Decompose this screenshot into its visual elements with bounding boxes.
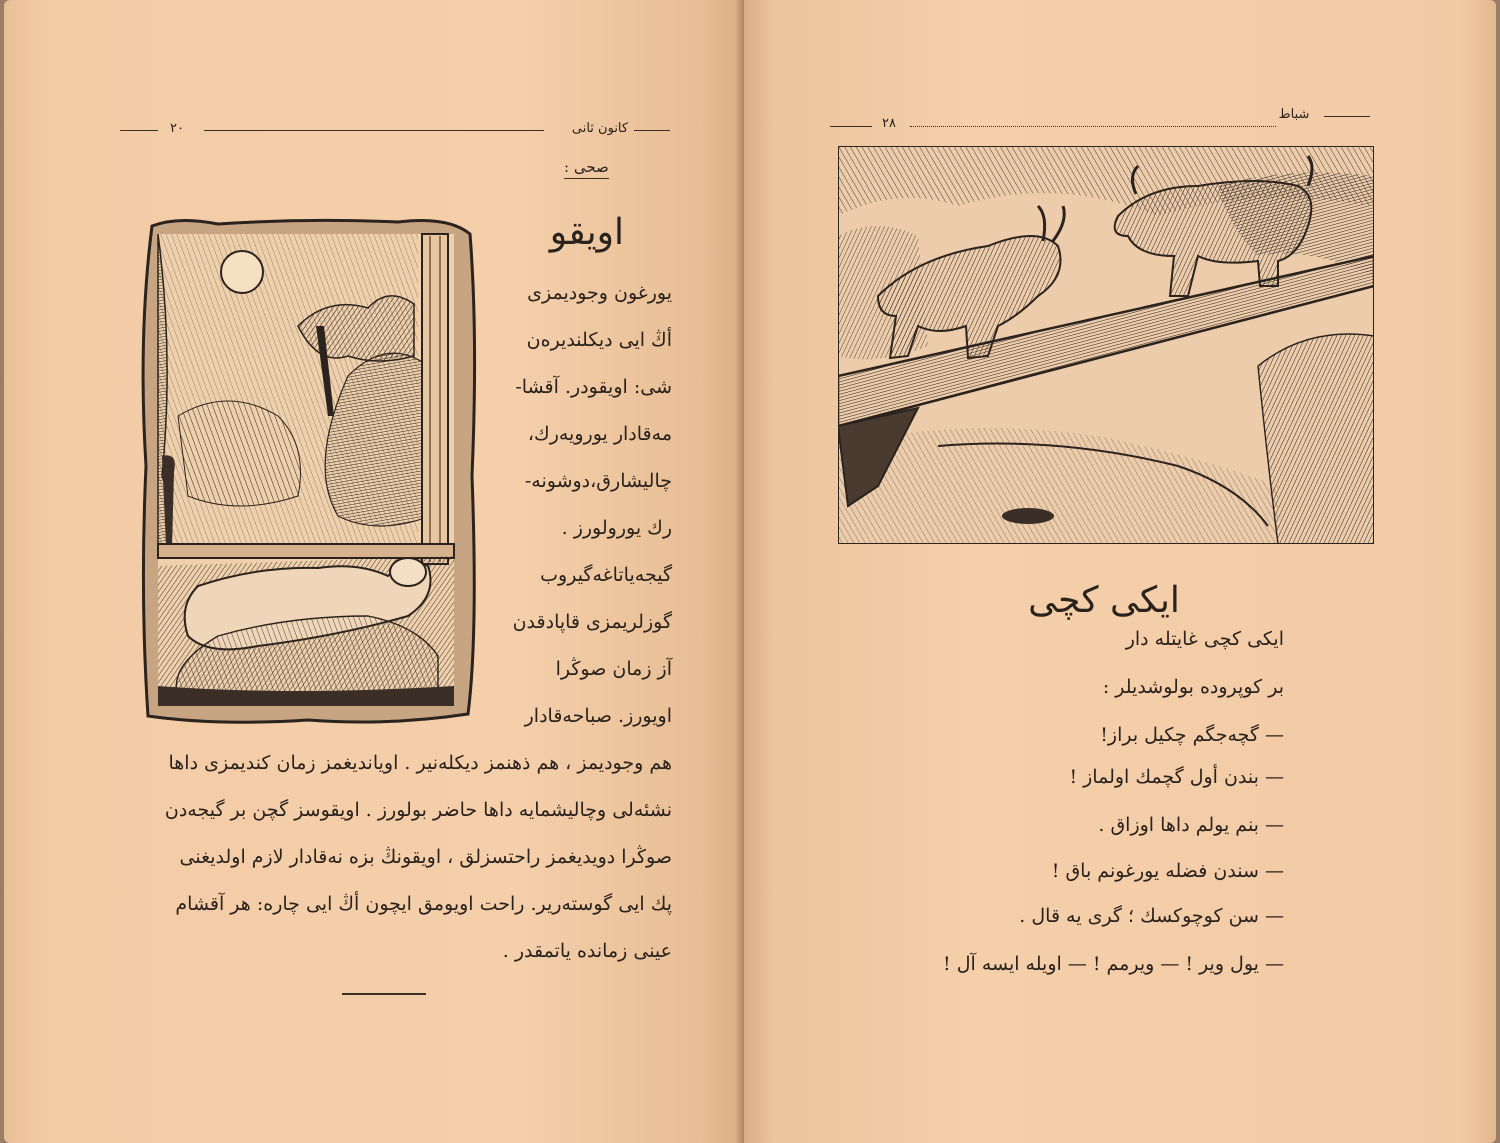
header-rule-right-b — [910, 126, 1276, 127]
header-rule-right-c — [1324, 116, 1370, 117]
header-rule-left-a — [120, 130, 158, 131]
right-title: ايكى كچى — [1028, 580, 1180, 621]
end-rule — [342, 993, 426, 995]
poem-line-6: — سندن فضلە يورغونم باق ! — [1051, 860, 1284, 882]
column-line-7: گيجەياتاغەگيروب — [540, 564, 672, 586]
column-line-1: يورغون وجوديمزى — [527, 282, 672, 304]
full-line-1: هم وجوديمز ، هم ذهنمز ديكلەنير . اويانديغمز زمان كنديمزى داها — [168, 752, 672, 774]
column-line-9: آز زمان صوڭرا — [555, 658, 672, 680]
left-running-head: كانون ثانى — [571, 121, 629, 136]
right-page — [744, 0, 1496, 1143]
column-line-8: گوزلريمزى قاپادقدن — [512, 611, 672, 633]
poem-line-1: ايكى كچى غايتلە دار — [1125, 628, 1284, 650]
full-line-5: عينى زماندە ياتمقدر . — [502, 940, 672, 962]
right-page-number: ٢٨ — [882, 116, 896, 131]
right-running-head: شباط — [1278, 107, 1310, 122]
column-line-5: چاليشارق،دوشونە- — [524, 470, 672, 492]
sleeping-woman-moonlit-window-icon — [138, 216, 478, 728]
header-rule-left-b — [204, 130, 544, 131]
poem-line-8: — يول وير ! — ويرمم ! — اويلە ايسە آل ! — [943, 953, 1284, 975]
sleeping-woman-illustration — [138, 216, 478, 728]
full-line-3: صوڭرا دويديغمز راحتسزلق ، اويقونڭ بزه نەقادار لازم اولديغنى — [179, 846, 672, 868]
column-line-3: شى: اويقودر. آقشا- — [515, 376, 672, 398]
two-goats-illustration — [838, 146, 1374, 544]
poem-line-5: — بنم يولم داها اوزاق . — [1098, 814, 1284, 836]
left-page — [4, 0, 744, 1143]
header-rule-left-c — [634, 130, 670, 131]
full-line-4: پك ايى گوستەرير. راحت اويومق ايچون أڭ ايى چارە: هر آقشام — [175, 893, 672, 915]
full-line-2: نشئەلى وچاليشمايە داها حاضر بولورز . اويقوسز گچن بر گيجەدن — [164, 799, 672, 821]
column-line-10: اويورز. صباحەقادار — [524, 705, 672, 727]
left-title: اويقو — [549, 212, 624, 253]
left-page-number: ٢٠ — [170, 121, 184, 136]
poem-line-4: — بندن أول گچمك اولماز ! — [1069, 766, 1284, 788]
two-goats-on-log-bridge-icon — [838, 146, 1374, 544]
poem-line-2: بر كوپرودە بولوشديلر : — [1102, 676, 1284, 698]
column-line-4: مەقادار يورويەرك، — [527, 423, 672, 445]
header-rule-right-a — [830, 126, 872, 127]
poem-line-3: — گچەجگم چكيل براز! — [1100, 724, 1284, 746]
section-label: صحى : — [564, 158, 609, 179]
column-line-2: أڭ ايى ديكلنديرەن — [526, 329, 672, 351]
column-line-6: رك يورولورز . — [561, 517, 672, 539]
poem-line-7: — سن كوچوكسك ؛ گرى يە قال . — [1019, 905, 1284, 927]
